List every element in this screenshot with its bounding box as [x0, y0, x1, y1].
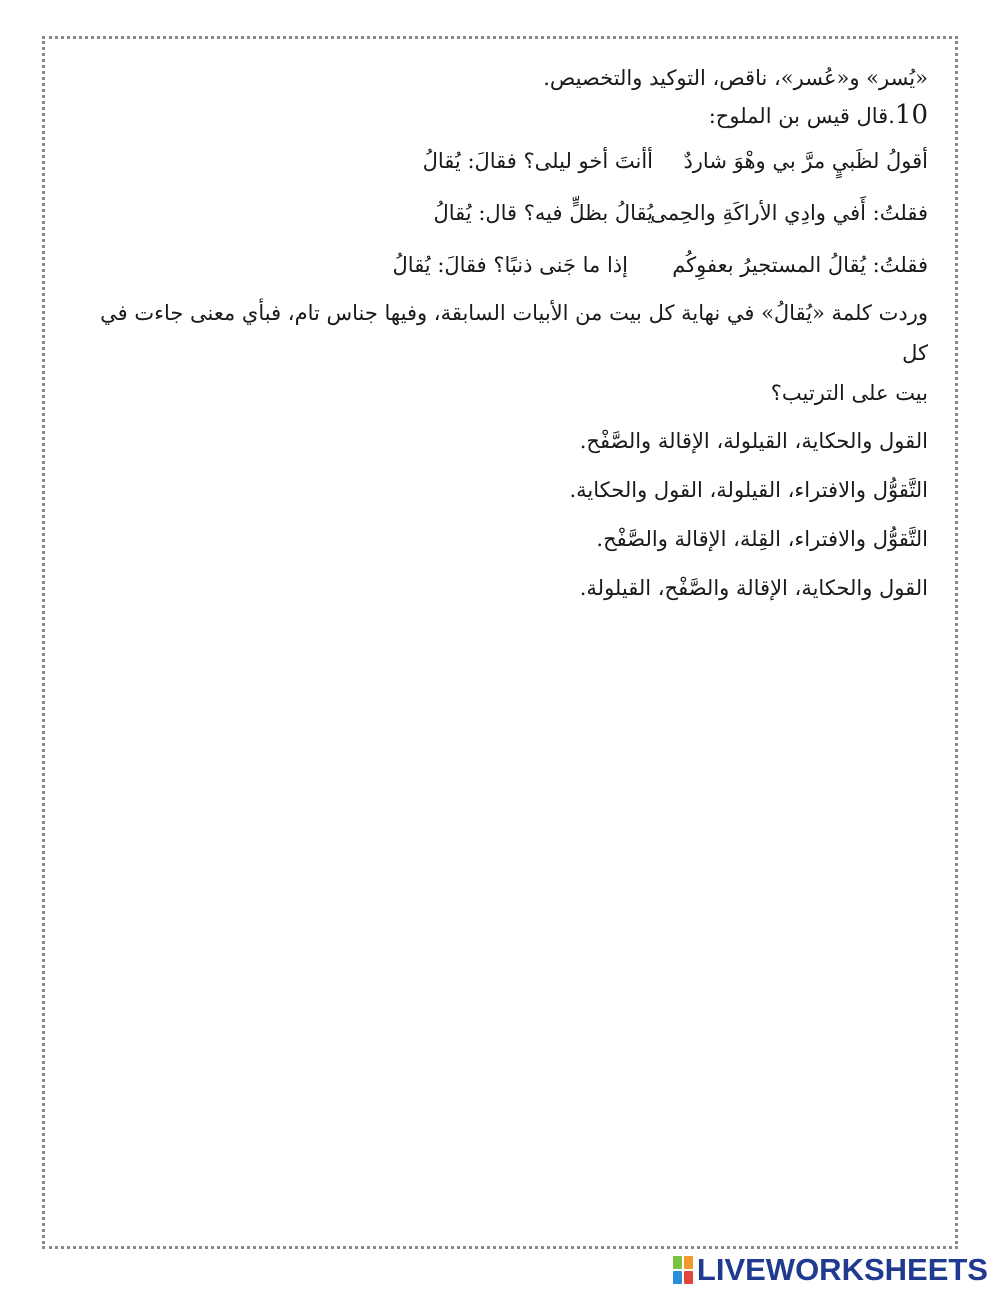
- question-line: وردت كلمة «يُقالُ» في نهاية كل بيت من الأبيات السابقة، وفيها جناس تام، فبأي معنى جاءت في كل: [100, 301, 928, 365]
- answer-option-3[interactable]: التَّقوُّل والافتراء، القِلة، الإقالة والصَّفْح.: [596, 527, 928, 551]
- verse-line: [88, 135, 928, 187]
- question-text: [88, 293, 928, 413]
- question-line: بيت على الترتيب؟: [770, 381, 928, 405]
- answer-option-1[interactable]: القول والحكاية، القيلولة، الإقالة والصَّفْح.: [579, 429, 928, 453]
- verse-line: [88, 239, 928, 291]
- answer-options: [88, 419, 928, 615]
- answer-option-4[interactable]: القول والحكاية، الإقالة والصَّفْح، القيلولة.: [579, 576, 928, 600]
- question-number: 10: [894, 100, 928, 130]
- liveworksheets-logo-icon: [673, 1256, 693, 1284]
- verse-second-hemistich: يُقالُ بظلٍّ فيه؟ قال: يُقالُ: [433, 201, 653, 225]
- verse-first-hemistich: أقولُ لظَبيٍ مرَّ بي وهْوَ شاردٌ: [683, 149, 928, 173]
- logo-text: LIVEWORKSHEETS: [696, 1252, 988, 1287]
- verse-first-hemistich: فقلتُ: يُقالُ المستجيرُ بعفوِكُم: [672, 253, 928, 277]
- intro-line: «يُسر» و«عُسر»، ناقص، التوكيد والتخصيص.: [543, 66, 928, 90]
- verse-second-hemistich: أأنتَ أخو ليلى؟ فقالَ: يُقالُ: [422, 149, 653, 173]
- worksheet-content: [88, 60, 928, 615]
- verse-line: [88, 187, 928, 239]
- verse-second-hemistich: إذا ما جَنى ذنبًا؟ فقالَ: يُقالُ: [392, 253, 628, 277]
- question-title: .قال قيس بن الملوح:: [708, 104, 895, 128]
- verse-first-hemistich: فقلتُ: أَفي وادِي الأراكَةِ والحِمى: [650, 201, 928, 225]
- answer-option-2[interactable]: التَّقوُّل والافتراء، القيلولة، القول والحكاية.: [569, 478, 928, 502]
- liveworksheets-logo: [673, 1253, 988, 1287]
- question-heading: [88, 96, 928, 135]
